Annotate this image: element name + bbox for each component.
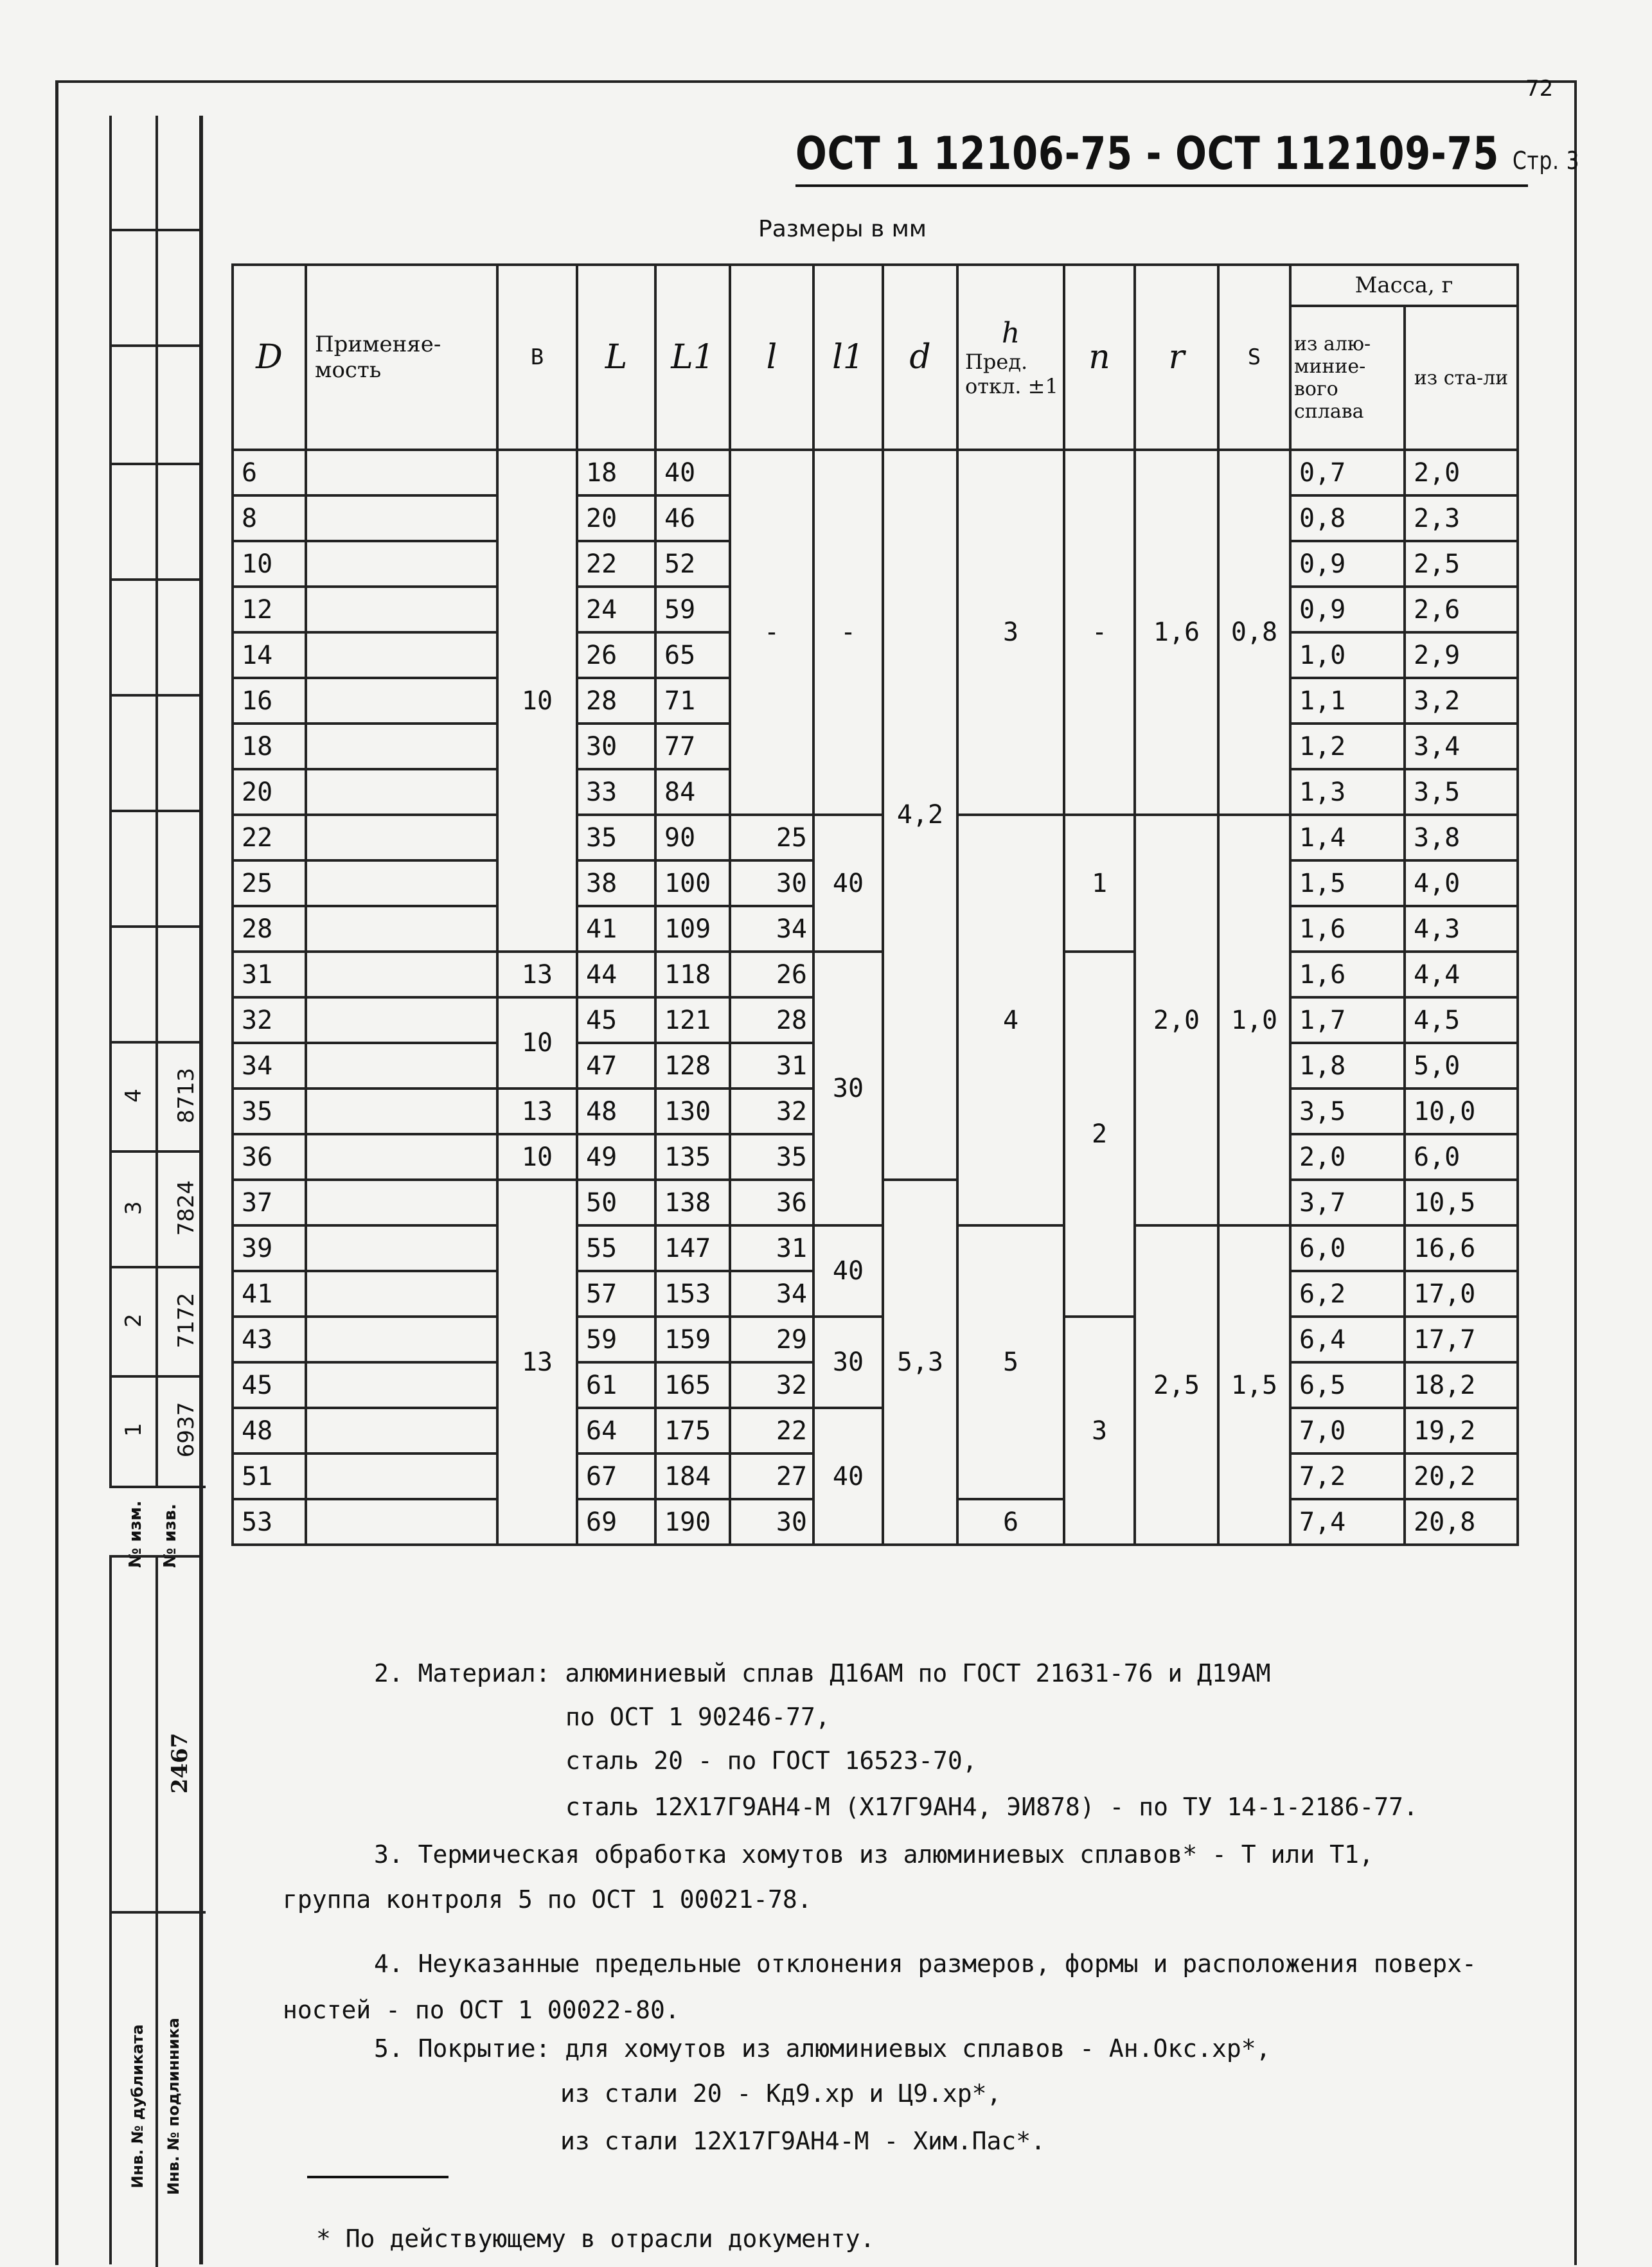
cell-L1: 165	[655, 1362, 730, 1408]
cell-mass-steel: 10,0	[1405, 1089, 1518, 1134]
cell-l: 27	[730, 1454, 813, 1499]
cell-l1: -	[813, 450, 883, 815]
cell-L1: 130	[655, 1089, 730, 1134]
cell-applicability	[306, 632, 497, 678]
cell-d: 5,3	[883, 1180, 957, 1545]
table-row	[233, 952, 1518, 997]
note-2-line-2: по ОСТ 1 90246-77,	[565, 1703, 830, 1731]
cell-mass-steel: 20,2	[1405, 1454, 1518, 1499]
cell-L1: 159	[655, 1317, 730, 1362]
cell-mass-steel: 4,4	[1405, 952, 1518, 997]
cell-L1: 109	[655, 906, 730, 952]
note-5-line-3: из стали 12Х17Г9АН4-М - Хим.Пас*.	[560, 2127, 1045, 2155]
cell-mass-steel: 5,0	[1405, 1043, 1518, 1089]
frame-left-border	[55, 80, 58, 2265]
cell-B: 13	[497, 1180, 577, 1545]
cell-applicability	[306, 815, 497, 860]
cell-D: 12	[233, 587, 306, 632]
cell-l1: 40	[813, 1225, 883, 1317]
note-4-line-2: ностей - по ОСТ 1 00022-80.	[283, 1996, 680, 2024]
cell-L: 69	[577, 1499, 655, 1545]
cell-L: 20	[577, 495, 655, 541]
cell-mass-aluminum: 7,4	[1290, 1499, 1405, 1545]
cell-mass-steel: 6,0	[1405, 1134, 1518, 1180]
header-r: r	[1135, 265, 1218, 450]
cell-L: 67	[577, 1454, 655, 1499]
cell-L1: 46	[655, 495, 730, 541]
table-row	[233, 1225, 1518, 1271]
note-2-line-1: 2. Материал: алюминиевый сплав Д16АМ по ГОСТ 21631-76 и Д19АМ	[374, 1659, 1271, 1687]
cell-mass-aluminum: 1,0	[1290, 632, 1405, 678]
header-L1: L1	[655, 265, 730, 450]
cell-B: 13	[497, 952, 577, 997]
cell-L1: 175	[655, 1408, 730, 1454]
cell-mass-steel: 20,8	[1405, 1499, 1518, 1545]
note-3-line-2: группа контроля 5 по ОСТ 1 00021-78.	[283, 1885, 812, 1914]
cell-mass-steel: 3,2	[1405, 678, 1518, 724]
cell-L1: 90	[655, 815, 730, 860]
cell-applicability	[306, 1408, 497, 1454]
dimensions-table	[231, 263, 1519, 1546]
header-l: l	[730, 265, 813, 450]
cell-L: 57	[577, 1271, 655, 1317]
note-3-line-1: 3. Термическая обработка хомутов из алюминиевых сплавов* - Т или Т1,	[374, 1840, 1374, 1869]
cell-D: 39	[233, 1225, 306, 1271]
cell-L: 45	[577, 997, 655, 1043]
cell-applicability	[306, 587, 497, 632]
cell-r: 1,6	[1135, 450, 1218, 815]
cell-D: 8	[233, 495, 306, 541]
header-l1: l1	[813, 265, 883, 450]
cell-mass-steel: 16,6	[1405, 1225, 1518, 1271]
cell-mass-aluminum: 1,4	[1290, 815, 1405, 860]
cell-mass-aluminum: 1,6	[1290, 952, 1405, 997]
cell-mass-steel: 2,0	[1405, 450, 1518, 495]
table-row	[233, 1317, 1518, 1362]
cell-l: 31	[730, 1043, 813, 1089]
cell-mass-steel: 4,0	[1405, 860, 1518, 906]
cell-L: 41	[577, 906, 655, 952]
document-code: ОСТ 1 12106-75 - ОСТ 112109-75	[795, 127, 1500, 180]
cell-B: 10	[497, 1134, 577, 1180]
cell-L: 59	[577, 1317, 655, 1362]
cell-mass-aluminum: 7,0	[1290, 1408, 1405, 1454]
inventory-number: 2467	[167, 1732, 193, 1794]
cell-B: 13	[497, 1089, 577, 1134]
header-B: B	[497, 265, 577, 450]
cell-l1: 30	[813, 1317, 883, 1408]
cell-L: 35	[577, 815, 655, 860]
cell-L1: 71	[655, 678, 730, 724]
note-2-line-3: сталь 20 - по ГОСТ 16523-70,	[565, 1747, 977, 1775]
cell-mass-steel: 19,2	[1405, 1408, 1518, 1454]
cell-S: 0,8	[1218, 450, 1290, 815]
cell-mass-steel: 4,5	[1405, 997, 1518, 1043]
cell-r: 2,5	[1135, 1225, 1218, 1545]
note-5-line-1: 5. Покрытие: для хомутов из алюминиевых сплавов - Ан.Окс.хр*,	[374, 2034, 1271, 2063]
rev-num-4: 4	[121, 1089, 147, 1103]
footnote-rule	[307, 2176, 449, 2178]
cell-l1: 30	[813, 952, 883, 1225]
header-mass-aluminum: из алю-миние-вого сплава	[1290, 306, 1405, 450]
cell-D: 31	[233, 952, 306, 997]
cell-mass-steel: 4,3	[1405, 906, 1518, 952]
footnote: * По действующему в отрасли документу.	[316, 2225, 875, 2253]
cell-L: 44	[577, 952, 655, 997]
cell-L: 61	[577, 1362, 655, 1408]
rev-num-2: 2	[121, 1313, 147, 1328]
cell-L1: 100	[655, 860, 730, 906]
cell-D: 53	[233, 1499, 306, 1545]
cell-mass-aluminum: 1,5	[1290, 860, 1405, 906]
cell-D: 20	[233, 769, 306, 815]
cell-L1: 59	[655, 587, 730, 632]
doc-num-7172: 7172	[173, 1292, 199, 1349]
cell-B: 10	[497, 997, 577, 1089]
cell-l: 31	[730, 1225, 813, 1271]
cell-h: 3	[957, 450, 1064, 815]
label-izv: № изв.	[161, 1504, 180, 1568]
cell-l: 36	[730, 1180, 813, 1225]
cell-applicability	[306, 906, 497, 952]
header-mass-steel: из ста-ли	[1405, 306, 1518, 450]
cell-S: 1,5	[1218, 1225, 1290, 1545]
cell-mass-steel: 2,3	[1405, 495, 1518, 541]
cell-mass-aluminum: 1,6	[1290, 906, 1405, 952]
cell-applicability	[306, 1043, 497, 1089]
cell-L: 24	[577, 587, 655, 632]
cell-mass-aluminum: 0,8	[1290, 495, 1405, 541]
cell-mass-aluminum: 6,5	[1290, 1362, 1405, 1408]
cell-n: 1	[1064, 815, 1135, 952]
cell-mass-steel: 18,2	[1405, 1362, 1518, 1408]
cell-mass-steel: 17,0	[1405, 1271, 1518, 1317]
cell-applicability	[306, 1271, 497, 1317]
cell-applicability	[306, 541, 497, 587]
cell-mass-aluminum: 6,0	[1290, 1225, 1405, 1271]
cell-applicability	[306, 1134, 497, 1180]
cell-mass-aluminum: 3,7	[1290, 1180, 1405, 1225]
cell-L1: 65	[655, 632, 730, 678]
cell-l: 28	[730, 997, 813, 1043]
cell-mass-steel: 10,5	[1405, 1180, 1518, 1225]
cell-applicability	[306, 724, 497, 769]
cell-d: 4,2	[883, 450, 957, 1180]
cell-l: 34	[730, 906, 813, 952]
cell-L1: 135	[655, 1134, 730, 1180]
cell-l: 29	[730, 1317, 813, 1362]
cell-D: 34	[233, 1043, 306, 1089]
cell-L: 26	[577, 632, 655, 678]
cell-D: 14	[233, 632, 306, 678]
cell-L1: 128	[655, 1043, 730, 1089]
cell-mass-aluminum: 6,2	[1290, 1271, 1405, 1317]
cell-L1: 153	[655, 1271, 730, 1317]
title-underline	[795, 184, 1528, 187]
cell-h: 5	[957, 1225, 1064, 1499]
cell-n: 3	[1064, 1317, 1135, 1545]
cell-L1: 147	[655, 1225, 730, 1271]
cell-mass-aluminum: 1,8	[1290, 1043, 1405, 1089]
cell-mass-aluminum: 0,7	[1290, 450, 1405, 495]
cell-L: 64	[577, 1408, 655, 1454]
cell-L: 50	[577, 1180, 655, 1225]
table-row	[233, 815, 1518, 860]
cell-mass-steel: 3,4	[1405, 724, 1518, 769]
cell-L: 47	[577, 1043, 655, 1089]
cell-mass-aluminum: 3,5	[1290, 1089, 1405, 1134]
cell-mass-aluminum: 0,9	[1290, 587, 1405, 632]
cell-D: 22	[233, 815, 306, 860]
header-d: d	[883, 265, 957, 450]
note-5-line-2: из стали 20 - Кд9.хр и Ц9.хр*,	[560, 2079, 1002, 2108]
revision-block	[109, 116, 203, 1568]
cell-L1: 121	[655, 997, 730, 1043]
cell-D: 10	[233, 541, 306, 587]
cell-h: 6	[957, 1499, 1064, 1545]
cell-D: 25	[233, 860, 306, 906]
cell-l: 32	[730, 1362, 813, 1408]
cell-D: 6	[233, 450, 306, 495]
units-label: Размеры в мм	[758, 216, 927, 242]
cell-applicability	[306, 952, 497, 997]
cell-l: 30	[730, 1499, 813, 1545]
cell-applicability	[306, 1362, 497, 1408]
header-D: D	[233, 265, 306, 450]
header-h-tolerance: Пред. откл. ±1	[965, 349, 1058, 398]
cell-D: 41	[233, 1271, 306, 1317]
doc-num-8713: 8713	[173, 1067, 199, 1124]
cell-D: 18	[233, 724, 306, 769]
cell-n: 2	[1064, 952, 1135, 1317]
frame-top-border	[55, 80, 1577, 83]
page-label: Стр. 3	[1512, 147, 1580, 175]
cell-L: 28	[577, 678, 655, 724]
cell-D: 35	[233, 1089, 306, 1134]
cell-l: 25	[730, 815, 813, 860]
cell-D: 36	[233, 1134, 306, 1180]
header-h-symbol: h	[1001, 316, 1020, 350]
page-number: 72	[1525, 76, 1554, 102]
cell-r: 2,0	[1135, 815, 1218, 1225]
cell-applicability	[306, 450, 497, 495]
cell-D: 43	[233, 1317, 306, 1362]
cell-n: -	[1064, 450, 1135, 815]
cell-mass-steel: 17,7	[1405, 1317, 1518, 1362]
cell-mass-steel: 3,8	[1405, 815, 1518, 860]
header-n: n	[1064, 265, 1135, 450]
cell-D: 37	[233, 1180, 306, 1225]
cell-applicability	[306, 860, 497, 906]
cell-L: 30	[577, 724, 655, 769]
cell-applicability	[306, 997, 497, 1043]
cell-mass-aluminum: 0,9	[1290, 541, 1405, 587]
cell-L1: 184	[655, 1454, 730, 1499]
cell-mass-aluminum: 6,4	[1290, 1317, 1405, 1362]
cell-D: 16	[233, 678, 306, 724]
doc-num-6937: 6937	[173, 1401, 199, 1458]
cell-applicability	[306, 1317, 497, 1362]
cell-mass-aluminum: 1,1	[1290, 678, 1405, 724]
label-izm: № изм.	[126, 1500, 145, 1568]
cell-L: 49	[577, 1134, 655, 1180]
cell-mass-aluminum: 1,3	[1290, 769, 1405, 815]
cell-D: 45	[233, 1362, 306, 1408]
cell-L: 38	[577, 860, 655, 906]
cell-applicability	[306, 495, 497, 541]
document-title	[795, 127, 1579, 180]
inventory-block	[109, 1555, 203, 2264]
cell-mass-aluminum: 7,2	[1290, 1454, 1405, 1499]
cell-L1: 84	[655, 769, 730, 815]
cell-mass-steel: 3,5	[1405, 769, 1518, 815]
cell-l: 35	[730, 1134, 813, 1180]
frame-right-border	[1574, 80, 1577, 2265]
cell-L1: 77	[655, 724, 730, 769]
note-2-line-4: сталь 12Х17Г9АН4-М (Х17Г9АН4, ЭИ878) - по ТУ 14-1-2186-77.	[565, 1793, 1418, 1821]
cell-D: 28	[233, 906, 306, 952]
rev-num-3: 3	[121, 1201, 147, 1215]
cell-L: 55	[577, 1225, 655, 1271]
label-inv-podl: Инв. № подлинника	[164, 2018, 182, 2195]
cell-B: 10	[497, 450, 577, 952]
cell-l: 26	[730, 952, 813, 997]
doc-num-7824: 7824	[173, 1180, 199, 1236]
cell-l1: 40	[813, 815, 883, 952]
cell-applicability	[306, 1180, 497, 1225]
header-S: S	[1218, 265, 1290, 450]
cell-L: 33	[577, 769, 655, 815]
cell-L: 18	[577, 450, 655, 495]
cell-D: 32	[233, 997, 306, 1043]
rev-num-1: 1	[121, 1423, 147, 1437]
cell-applicability	[306, 1499, 497, 1545]
header-mass: Масса, г	[1290, 265, 1518, 306]
cell-applicability	[306, 769, 497, 815]
cell-mass-aluminum: 1,7	[1290, 997, 1405, 1043]
table-row	[233, 1408, 1518, 1454]
cell-mass-aluminum: 2,0	[1290, 1134, 1405, 1180]
header-applicability: Применяе-мость	[306, 265, 497, 450]
cell-l: -	[730, 450, 813, 815]
cell-applicability	[306, 1225, 497, 1271]
cell-applicability	[306, 678, 497, 724]
cell-l: 32	[730, 1089, 813, 1134]
cell-S: 1,0	[1218, 815, 1290, 1225]
note-4-line-1: 4. Неуказанные предельные отклонения размеров, формы и расположения поверх-	[374, 1950, 1477, 1978]
cell-l1: 40	[813, 1408, 883, 1545]
table-row	[233, 450, 1518, 495]
cell-mass-steel: 2,5	[1405, 541, 1518, 587]
cell-mass-steel: 2,6	[1405, 587, 1518, 632]
cell-l: 34	[730, 1271, 813, 1317]
cell-mass-steel: 2,9	[1405, 632, 1518, 678]
cell-L1: 52	[655, 541, 730, 587]
cell-L: 48	[577, 1089, 655, 1134]
cell-h: 4	[957, 815, 1064, 1225]
cell-applicability	[306, 1454, 497, 1499]
cell-D: 48	[233, 1408, 306, 1454]
cell-L1: 118	[655, 952, 730, 997]
cell-L1: 138	[655, 1180, 730, 1225]
label-inv-dub: Инв. № дубликата	[129, 2024, 147, 2189]
cell-D: 51	[233, 1454, 306, 1499]
cell-l: 22	[730, 1408, 813, 1454]
header-h	[957, 265, 1064, 450]
cell-L1: 40	[655, 450, 730, 495]
cell-applicability	[306, 1089, 497, 1134]
cell-L: 22	[577, 541, 655, 587]
header-L: L	[577, 265, 655, 450]
cell-L1: 190	[655, 1499, 730, 1545]
cell-mass-aluminum: 1,2	[1290, 724, 1405, 769]
cell-l: 30	[730, 860, 813, 906]
